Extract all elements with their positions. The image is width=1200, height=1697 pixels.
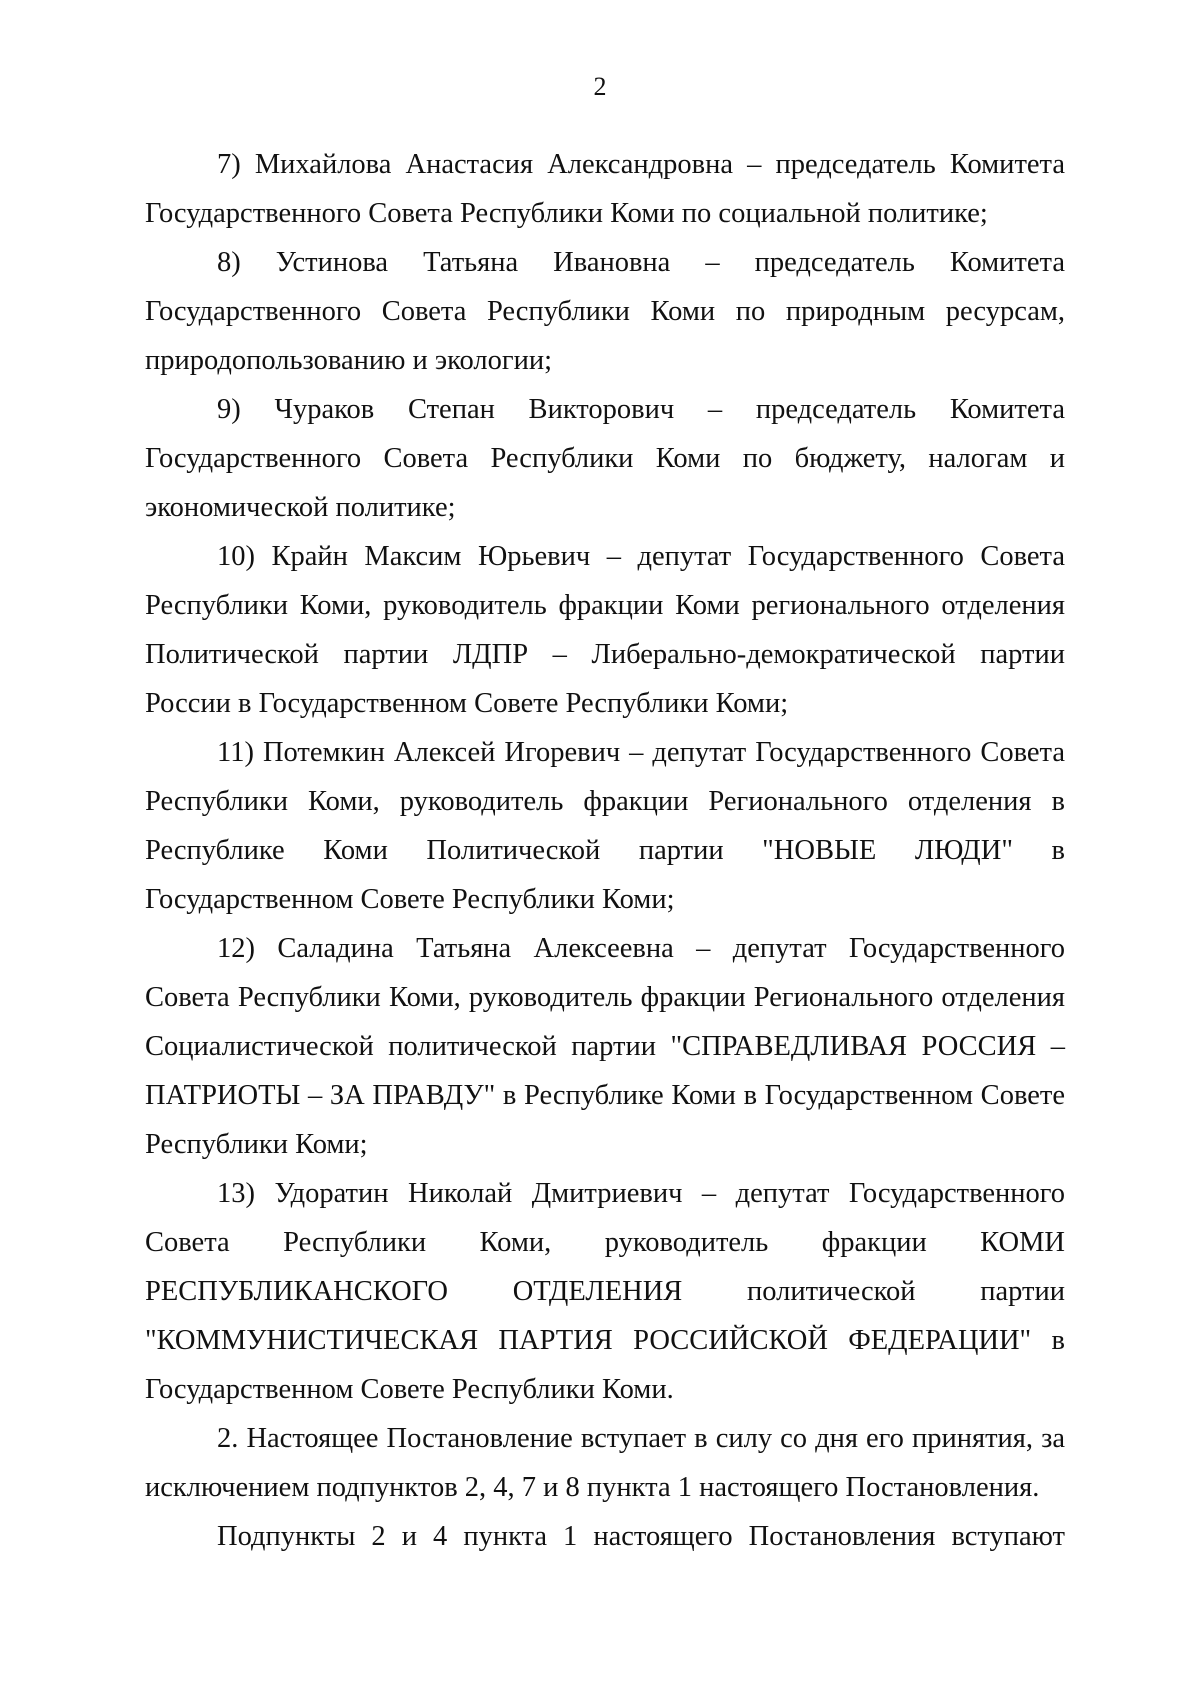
clause-2-continuation: Подпункты 2 и 4 пункта 1 настоящего Постановления вступают — [217, 1521, 1065, 1552]
list-item-8: 8) Устинова Татьяна Ивановна – председатель Комитета Государственного Совета Республики Коми по природным ресурсам, природопользованию и экологии; — [145, 247, 1065, 376]
clause-2: 2. Настоящее Постановление вступает в силу со дня его принятия, за исключением подпунктов 2, 4, 7 и 8 пункта 1 настоящего Постановления. — [145, 1423, 1065, 1503]
document-body — [145, 140, 1065, 1561]
list-item-10: 10) Крайн Максим Юрьевич – депутат Государственного Совета Республики Коми, руководитель фракции Коми регионального отделения Политической партии ЛДПР – Либерально-демократической партии России в Государственном Совете Республики Коми; — [145, 541, 1065, 719]
list-item-7: 7) Михайлова Анастасия Александровна – председатель Комитета Государственного Совета Республики Коми по социальной политике; — [145, 149, 1065, 229]
list-item-13: 13) Удоратин Николай Дмитриевич – депутат Государственного Совета Республики Коми, руководитель фракции КОМИ РЕСПУБЛИКАНСКОГО ОТДЕЛЕНИЯ политической партии "КОММУНИСТИЧЕСКАЯ ПАРТИЯ РОССИЙСКОЙ ФЕДЕРАЦИИ" в Государственном Совете Республики Коми. — [145, 1178, 1065, 1405]
list-item-9: 9) Чураков Степан Викторович – председатель Комитета Государственного Совета Республики Коми по бюджету, налогам и экономической политике; — [145, 394, 1065, 523]
list-item-12: 12) Саладина Татьяна Алексеевна – депутат Государственного Совета Республики Коми, руководитель фракции Регионального отделения Социалистической политической партии "СПРАВЕДЛИВАЯ РОССИЯ – ПАТРИОТЫ – ЗА ПРАВДУ" в Республике Коми в Государственном Совете Республики Коми; — [145, 933, 1065, 1160]
list-item-11: 11) Потемкин Алексей Игоревич – депутат Государственного Совета Республики Коми, руководитель фракции Регионального отделения в Республике Коми Политической партии "НОВЫЕ ЛЮДИ" в Государственном Совете Республики Коми; — [145, 737, 1065, 915]
page-number: 2 — [593, 72, 607, 101]
